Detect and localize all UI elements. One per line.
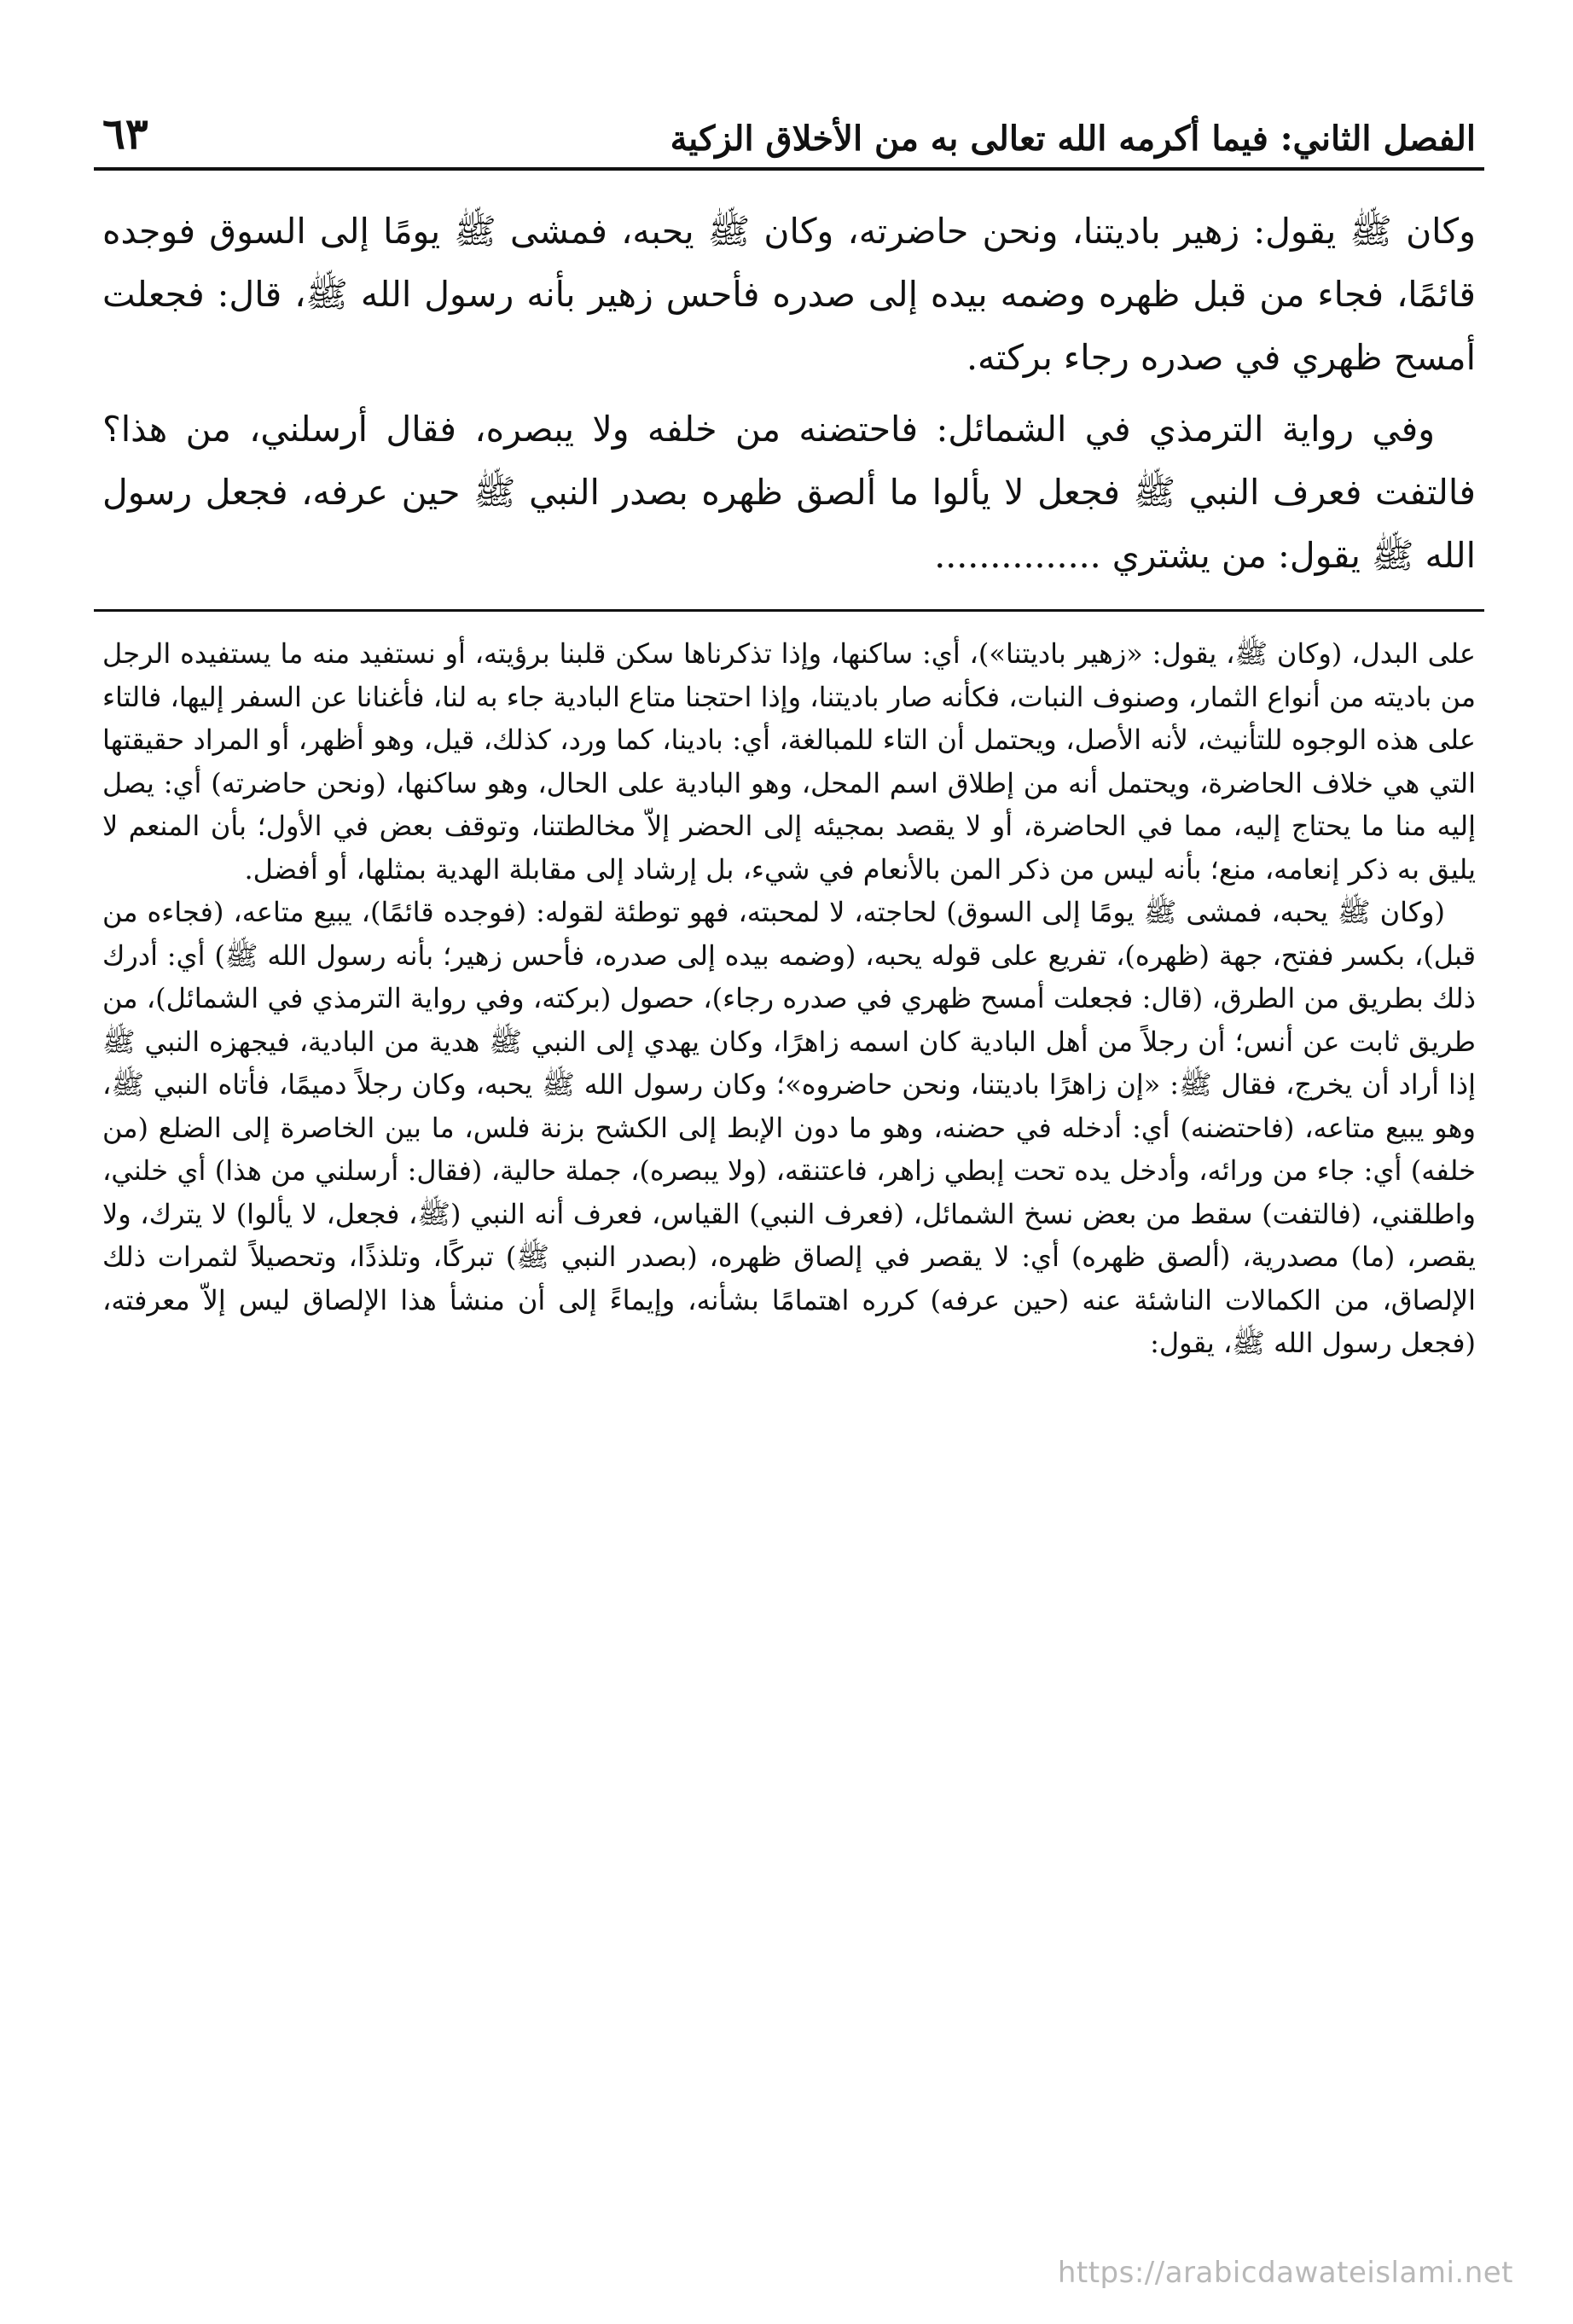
chapter-title: الفصل الثاني: فيما أكرمه الله تعالى به من الأخلاق الزكية	[670, 119, 1476, 159]
commentary-text	[94, 632, 1484, 1365]
main-text-paragraph: وكان ﷺ يقول: زهير باديتنا، ونحن حاضرته، وكان ﷺ يحبه، فمشى ﷺ يومًا إلى السوق فوجده قائمًا، فجاء من قبل ظهره وضمه بيده إلى صدره فأحس زهير بأنه رسول الله ﷺ، قال: فجعلت أمسح ظهري في صدره رجاء بركته.	[102, 211, 1476, 378]
watermark-url: https://arabicdawateislami.net	[1057, 2256, 1513, 2290]
text-divider	[94, 609, 1484, 612]
book-page	[94, 77, 1484, 2244]
main-text	[94, 200, 1484, 587]
commentary-paragraph: (وكان ﷺ يحبه، فمشى ﷺ يومًا إلى السوق) لحاجته، لا لمحبته، فهو توطئة لقوله: (فوجده قائمًا)، يبيع متاعه، (فجاءه من قبل)، بكسر ففتح، جهة (ظهره)، تفريع على قوله يحبه، (وضمه بيده إلى صدره، فأحس زهير؛ بأنه رسول الله ﷺ) أي: أدرك ذلك بطريق من الطرق، (قال: فجعلت أمسح ظهري في صدره رجاء)، حصول (بركته، وفي رواية الترمذي في الشمائل)، من طريق ثابت عن أنس؛ أن رجلاً من أهل البادية كان اسمه زاهرًا، وكان يهدي إلى النبي ﷺ هدية من البادية، فيجهزه النبي ﷺ إذا أراد أن يخرج، فقال ﷺ: «إن زاهرًا باديتنا، ونحن حاضروه»؛ وكان رسول الله ﷺ يحبه، وكان رجلاً دميمًا، فأتاه النبي ﷺ، وهو يبيع متاعه، (فاحتضنه) أي: أدخله في حضنه، وهو ما دون الإبط إلى الكشح بزنة فلس، ما بين الخاصرة إلى الضلع (من خلفه) أي: جاء من ورائه، وأدخل يده تحت إبطي زاهر، فاعتنقه، (ولا يبصره)، جملة حالية، (فقال: أرسلني من هذا) أي خلني، واطلقني، (فالتفت) سقط من بعض نسخ الشمائل، (فعرف النبي) القياس، فعرف أنه النبي (ﷺ، فجعل، لا يألوا) لا يترك، ولا يقصر، (ما) مصدرية، (ألصق ظهره) أي: لا يقصر في إلصاق ظهره، (بصدر النبي ﷺ) تبركًا، وتلذذًا، وتحصيلاً لثمرات ذلك الإلصاق، من الكمالات الناشئة عنه (حين عرفه) كرره اهتمامًا بشأنه، وإيماءً إلى أن منشأ هذا الإلصاق ليس إلاّ معرفته، (فجعل رسول الله ﷺ، يقول:	[102, 896, 1477, 1359]
commentary-paragraph: على البدل، (وكان ﷺ، يقول: «زهير باديتنا»)، أي: ساكنها، وإذا تذكرناها سكن قلبنا برؤيته، أو نستفيد منه ما يستفيده الرجل من باديته من أنواع الثمار، وصنوف النبات، فكأنه صار باديتنا، وإذا احتجنا متاع البادية جاء به لنا، فأغنانا عن السفر إليها، فالتاء على هذه الوجوه للتأنيث، لأنه الأصل، ويحتمل أن التاء للمبالغة، أي: بادينا، كما ورد، كذلك، قيل، وهو أظهر، أو المراد حقيقتها التي هي خلاف الحاضرة، ويحتمل أنه من إطلاق اسم المحل، وهو البادية على الحال، وهو ساكنها، (ونحن حاضرته) أي: يصل إليه منا ما يحتاج إليه، مما في الحاضرة، أو لا يقصد بمجيئه إلى الحضر إلاّ مخالطتنا، وتوقف بعض في الأول؛ بأن المنعم لا يليق به ذكر إنعامه، منع؛ بأنه ليس من ذكر المن بالأنعام في شيء، بل إرشاد إلى مقابلة الهدية بمثلها، أو أفضل.	[102, 637, 1477, 886]
main-text-paragraph: وفي رواية الترمذي في الشمائل: فاحتضنه من خلفه ولا يبصره، فقال أرسلني، من هذا؟ فالتفت فعرف النبي ﷺ فجعل لا يألوا ما ألصق ظهره بصدر النبي ﷺ حين عرفه، فجعل رسول الله ﷺ يقول: من يشتري ...............	[102, 409, 1476, 576]
page-number: ٦٣	[102, 108, 148, 159]
page-header	[94, 77, 1484, 171]
